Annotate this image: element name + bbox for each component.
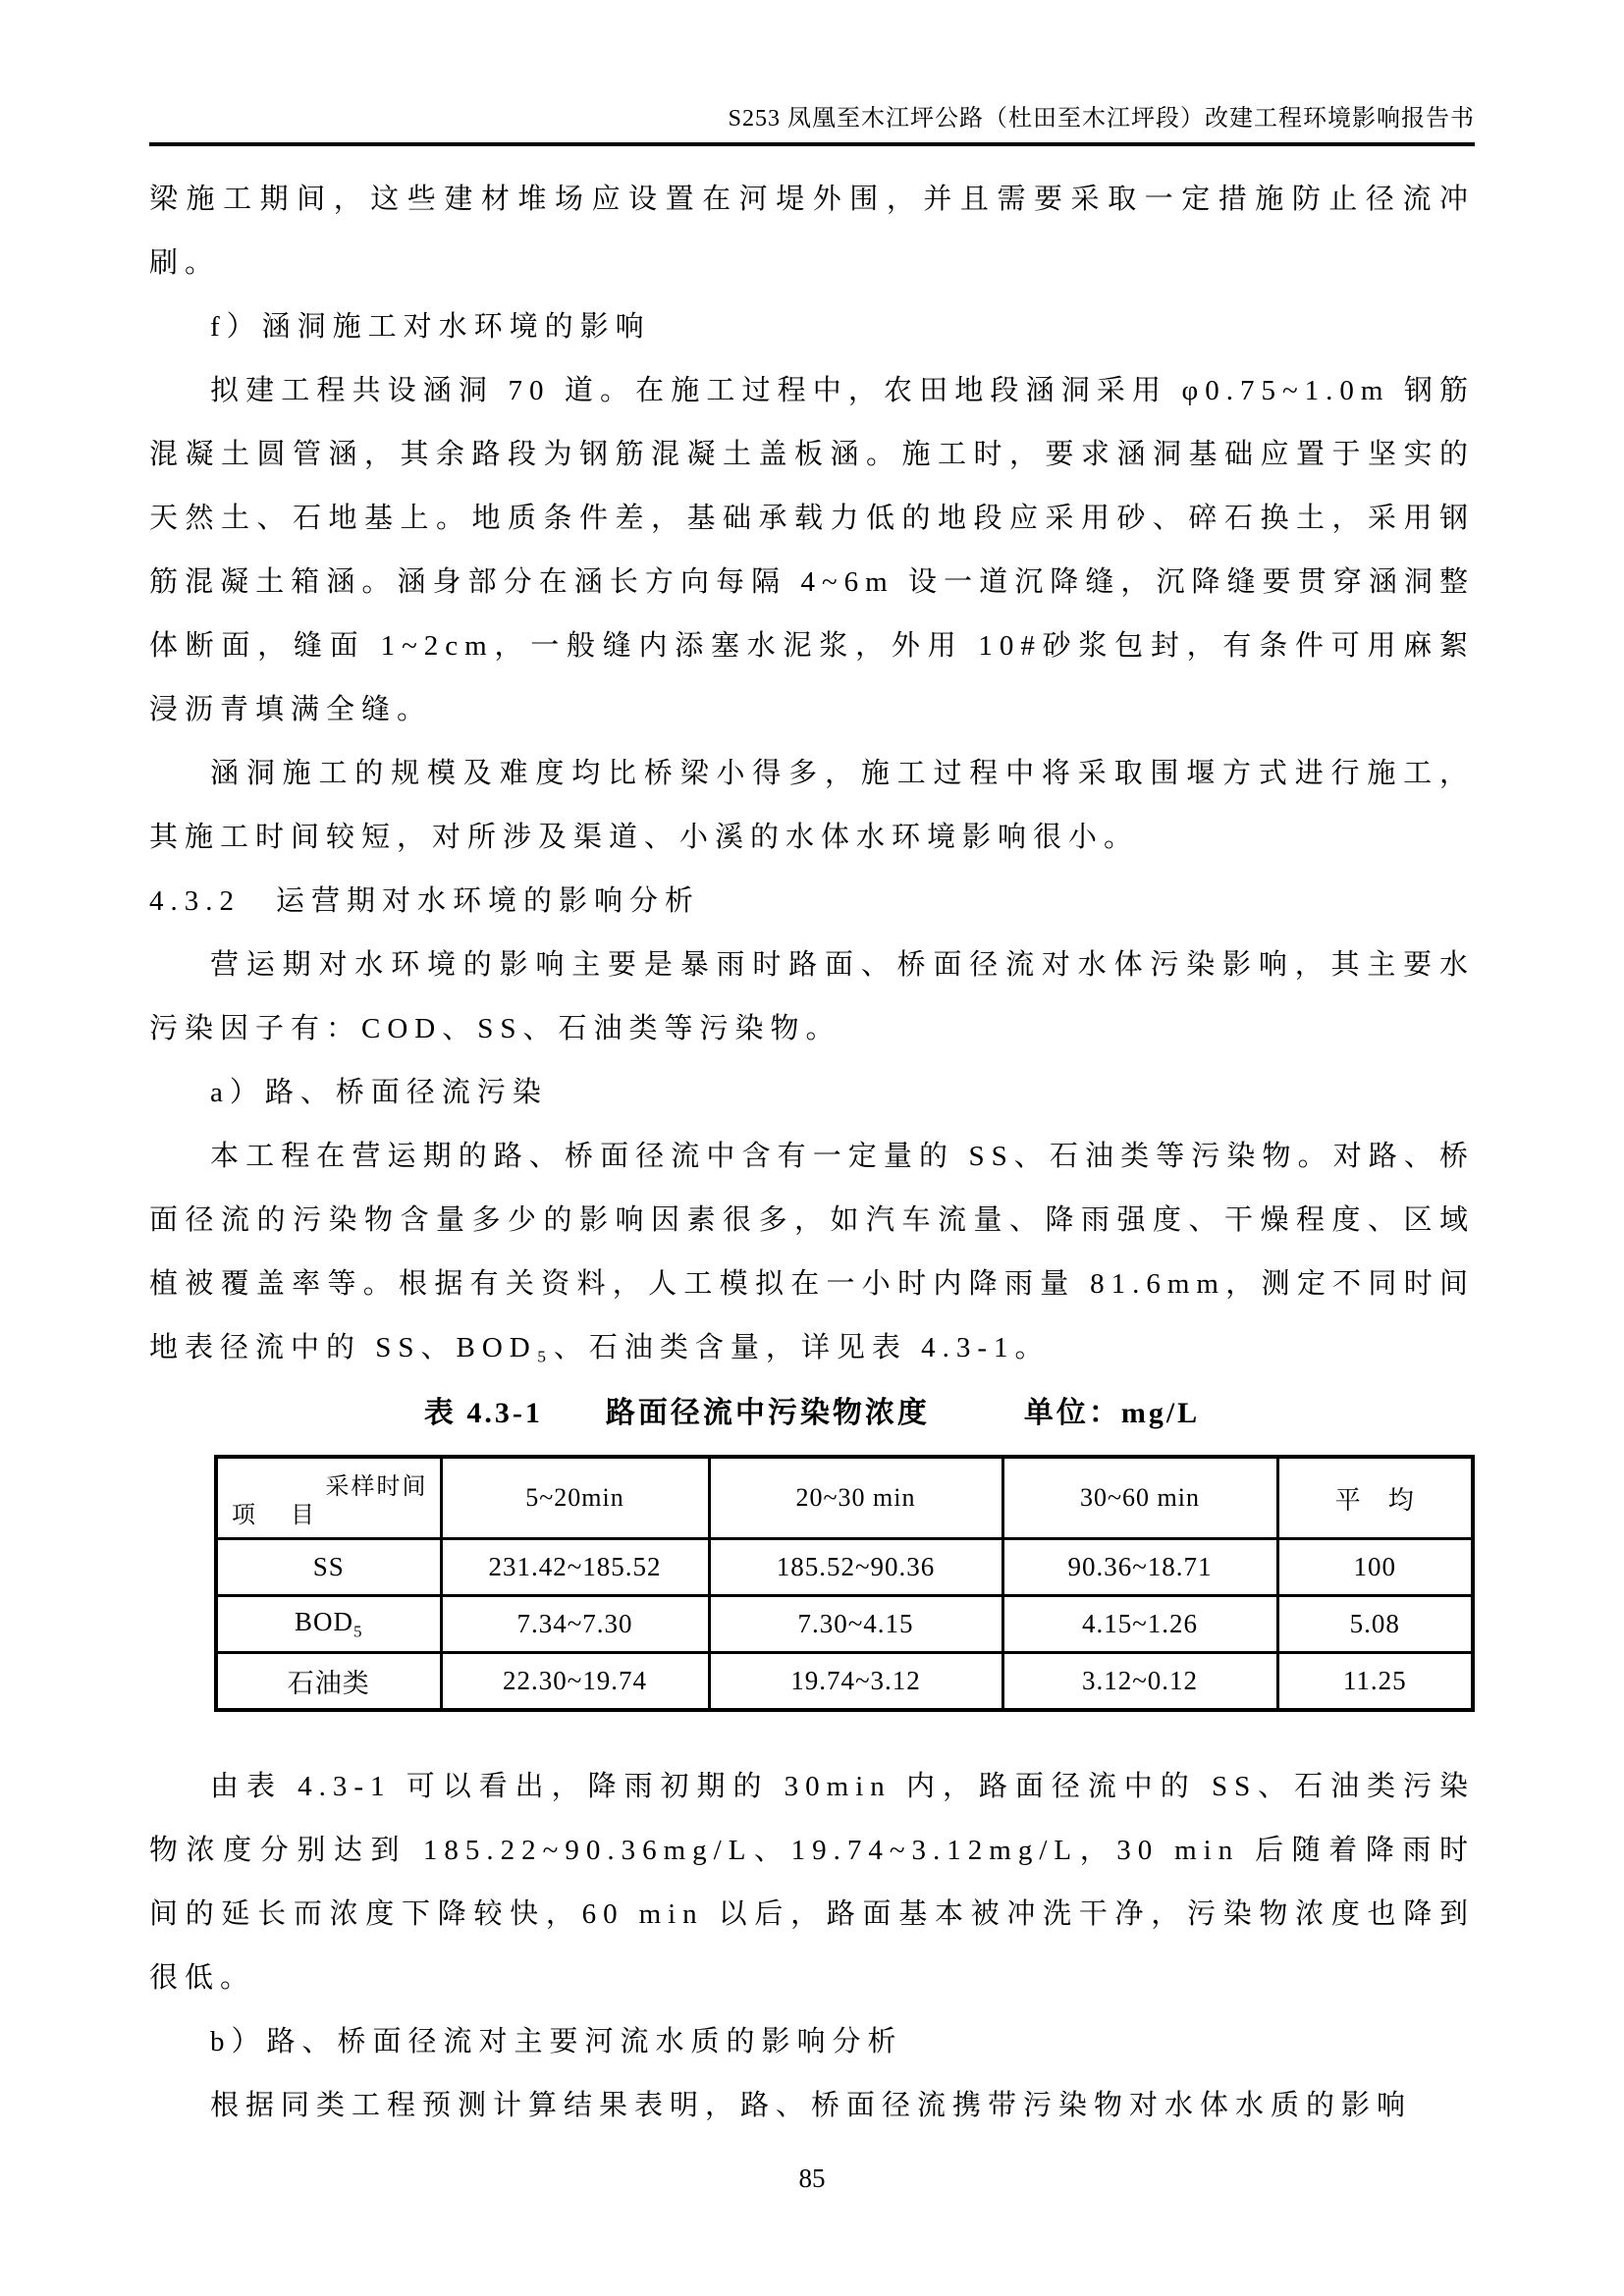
- cell-value: 11.25: [1277, 1653, 1473, 1711]
- paragraph-runoff-factors: 本工程在营运期的路、桥面径流中含有一定量的 SS、石油类等污染物。对路、桥面径流的污染物含量多少的影响因素很多，如汽车流量、降雨强度、干燥程度、区域植被覆盖率等。根据有关资料，人工模拟在一小时内降雨量 81.6mm，测定不同时间地表径流中的 SS、BOD₅、石油类含量，详见表 4.3-1。: [149, 1141, 1475, 1363]
- table-caption-label: 表 4.3-1: [423, 1397, 543, 1429]
- cell-value: 19.74~3.12: [709, 1653, 1002, 1711]
- column-header-30-60min: 30~60 min: [1002, 1457, 1277, 1539]
- page-number: 85: [798, 2163, 826, 2193]
- cell-value: 185.52~90.36: [709, 1539, 1002, 1596]
- paragraph-similar-project-results: 根据同类工程预测计算结果表明，路、桥面径流携带污染物对水体水质的影响: [210, 2090, 1413, 2121]
- cell-value: 22.30~19.74: [441, 1653, 709, 1711]
- paragraph-continuation: 梁施工期间，这些建材堆场应设置在河堤外围，并且需要采取一定措施防止径流冲刷。: [149, 184, 1475, 279]
- row-label-bod5: [216, 1596, 441, 1653]
- paragraph-culvert-scale: 涵洞施工的规模及难度均比桥梁小得多，施工过程中将采取围堰方式进行施工，其施工时间较短，对所涉及渠道、小溪的水体水环境影响很小。: [149, 758, 1475, 853]
- corner-label-item: 项 目: [232, 1503, 320, 1528]
- column-header-5-20min: 5~20min: [441, 1457, 709, 1539]
- section-heading-4-3-2: 4.3.2 运营期对水环境的影响分析: [149, 885, 701, 917]
- subheading-f-culvert-impact: f）涵洞施工对水环境的影响: [210, 311, 651, 343]
- cell-value: 7.34~7.30: [441, 1596, 709, 1653]
- table-row-petroleum: [216, 1653, 1473, 1711]
- cell-value: 7.30~4.15: [709, 1596, 1002, 1653]
- document-body: [149, 168, 1475, 2138]
- cell-value: 90.36~18.71: [1002, 1539, 1277, 1596]
- table-row-bod5: [216, 1596, 1473, 1653]
- paragraph-culvert-construction: 拟建工程共设涵洞 70 道。在施工过程中，农田地段涵洞采用 φ0.75~1.0m 钢筋混凝土圆管涵，其余路段为钢筋混凝土盖板涵。施工时，要求涵洞基础应置于坚实的天然土、石地基上。地质条件差，基础承载力低的地段应采用砂、碎石换土，采用钢筋混凝土箱涵。涵身部分在涵长方向每隔 4~6m 设一道沉降缝，沉降缝要贯穿涵洞整体断面，缝面 1~2cm，一般缝内添塞水泥浆，外用 10#砂浆包封，有条件可用麻絮浸沥青填满全缝。: [149, 375, 1475, 725]
- table-corner-cell: [216, 1457, 441, 1539]
- table-header-row: [216, 1457, 1473, 1539]
- column-header-average: 平 均: [1277, 1457, 1473, 1539]
- cell-value: 5.08: [1277, 1596, 1473, 1653]
- cell-value: 3.12~0.12: [1002, 1653, 1277, 1711]
- table-caption: [149, 1382, 1475, 1445]
- page-header-title: S253 凤凰至木江坪公路（杜田至木江坪段）改建工程环境影响报告书: [149, 104, 1475, 146]
- bod-label-subscript: 5: [353, 1622, 363, 1641]
- column-header-20-30min: 20~30 min: [709, 1457, 1002, 1539]
- corner-label-sampling-time: 采样时间: [325, 1474, 428, 1500]
- bod-label-base: BOD: [295, 1606, 354, 1636]
- cell-value: 231.42~185.52: [441, 1539, 709, 1596]
- subheading-b-river-quality-impact: b）路、桥面径流对主要河流水质的影响分析: [210, 2026, 903, 2057]
- paragraph-operation-impact: 营运期对水环境的影响主要是暴雨时路面、桥面径流对水体污染影响，其主要水污染因子有：COD、SS、石油类等污染物。: [149, 949, 1475, 1044]
- pollutant-concentration-table: [214, 1455, 1475, 1712]
- table-row-ss: [216, 1539, 1473, 1596]
- row-label-petroleum: 石油类: [216, 1653, 441, 1711]
- table-caption-unit: 单位：mg/L: [1023, 1397, 1201, 1429]
- table-caption-title: 路面径流中污染物浓度: [605, 1397, 930, 1429]
- row-label-ss: SS: [216, 1539, 441, 1596]
- paragraph-table-analysis: 由表 4.3-1 可以看出，降雨初期的 30min 内，路面径流中的 SS、石油类污染物浓度分别达到 185.22~90.36mg/L、19.74~3.12mg/L，30 min 后随着降雨时间的延长而浓度下降较快，60 min 以后，路面基本被冲洗干净，污染物浓度也降到很低。: [149, 1771, 1475, 1994]
- cell-value: 100: [1277, 1539, 1473, 1596]
- cell-value: 4.15~1.26: [1002, 1596, 1277, 1653]
- subheading-a-runoff-pollution: a）路、桥面径流污染: [210, 1077, 548, 1108]
